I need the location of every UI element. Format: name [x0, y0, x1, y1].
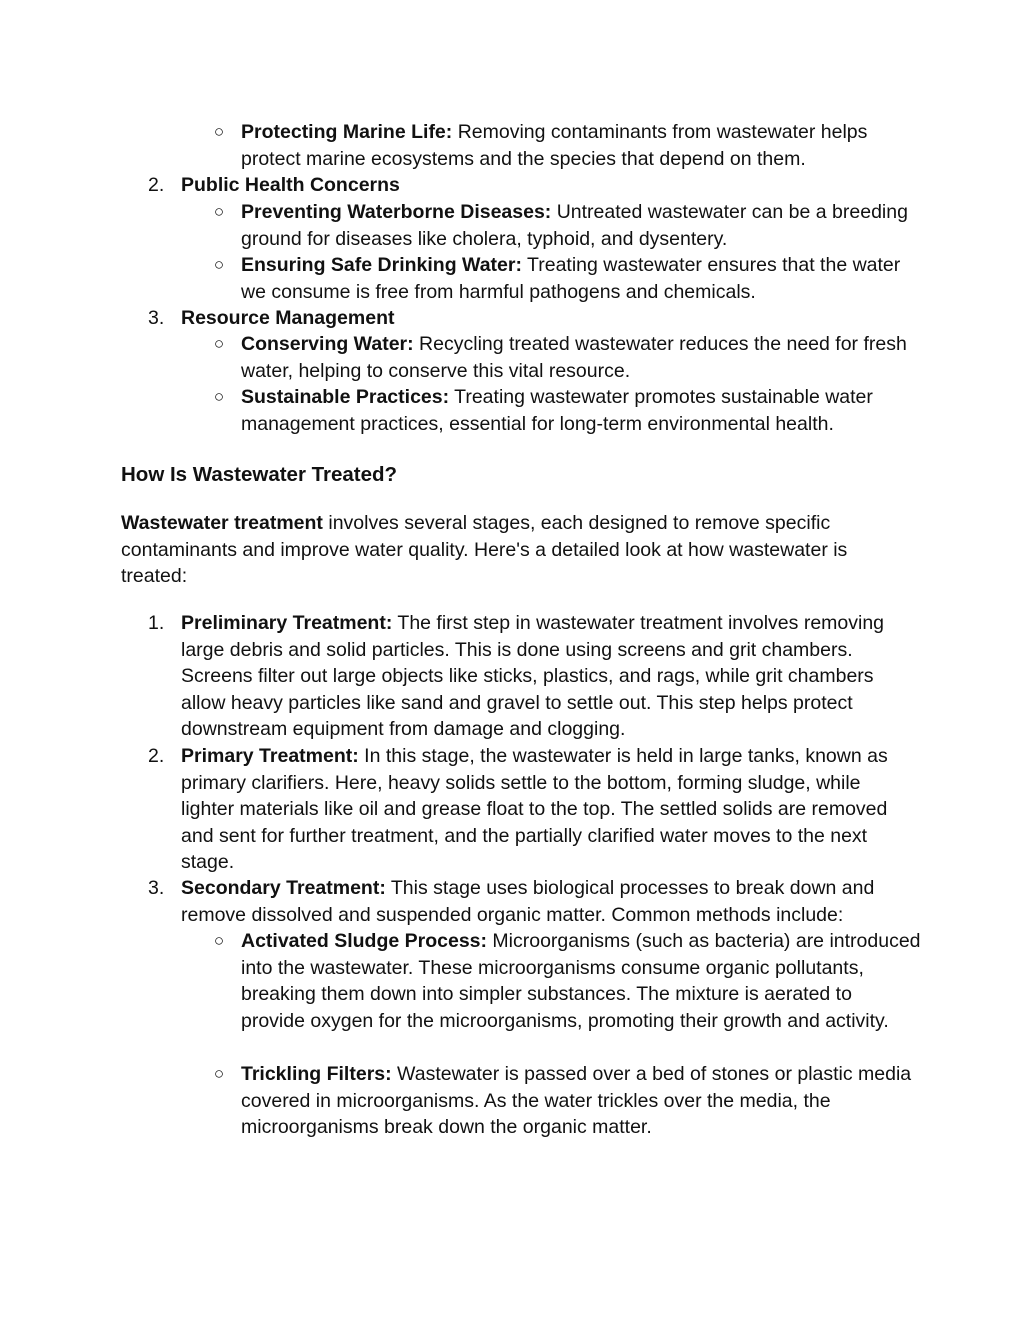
item-text: Recycling treated wastewater reduces the need for fresh water, helping to conserve this vital resource.	[241, 333, 907, 382]
list-item-trickling-filters	[213, 1061, 921, 1141]
hollow-bullet-icon: ○	[213, 931, 225, 950]
item-text: Microorganisms (such as bacteria) are introduced into the wastewater. These microorganisms consume organic pollutants, breaking them down into simpler substances. The mixture is aerated to provide oxygen for the microorganisms, promoting their growth and activity.	[241, 930, 921, 1032]
step-preliminary-treatment	[148, 610, 911, 743]
item-text: Treating wastewater ensures that the water we consume is free from harmful pathogens and chemicals.	[241, 254, 901, 303]
term-label: Protecting Marine Life:	[241, 121, 453, 143]
item-text: Wastewater is passed over a bed of stones or plastic media covered in microorganisms. As the water trickles over the media, the microorganisms break down the organic matter.	[241, 1063, 912, 1139]
term-label: Secondary Treatment:	[181, 877, 386, 899]
term-label: Conserving Water:	[241, 333, 414, 355]
list-item-protecting-marine-life	[213, 119, 921, 172]
hollow-bullet-icon: ○	[213, 202, 225, 221]
hollow-bullet-icon: ○	[213, 1064, 225, 1083]
hollow-bullet-icon: ○	[213, 122, 225, 141]
list-number: 2.	[148, 174, 165, 196]
list-item-resource-management	[148, 305, 911, 332]
item-text: This stage uses biological processes to break down and remove dissolved and suspended organic matter. Common methods include:	[181, 877, 875, 926]
term-label: Sustainable Practices:	[241, 386, 450, 408]
list-number: 3.	[148, 877, 165, 899]
list-item-preventing-waterborne-diseases	[213, 199, 921, 252]
step-secondary-treatment	[148, 875, 911, 928]
list-number: 3.	[148, 307, 165, 329]
item-text: The first step in wastewater treatment involves removing large debris and solid particles. This is done using screens and grit chambers. Screens filter out large objects like sticks, plastics, and rags, while grit chambers allow heavy particles like sand and gravel to settle out. This step helps protect downstream equipment from damage and clogging.	[181, 612, 885, 741]
list-number: 2.	[148, 745, 165, 767]
item-title: Resource Management	[181, 307, 395, 329]
intro-text: involves several stages, each designed to remove specific contaminants and improve water quality. Here's a detailed look at how wastewater is treated:	[121, 512, 848, 588]
item-title: Public Health Concerns	[181, 174, 400, 196]
term-label: Ensuring Safe Drinking Water:	[241, 254, 522, 276]
section-heading: How Is Wastewater Treated?	[121, 463, 398, 486]
list-item-public-health-concerns	[148, 172, 911, 199]
item-text: Untreated wastewater can be a breeding ground for diseases like cholera, typhoid, and dysentery.	[241, 201, 908, 250]
term-label: Preventing Waterborne Diseases:	[241, 201, 552, 223]
list-item-activated-sludge-process	[213, 928, 921, 1034]
step-primary-treatment	[148, 743, 911, 876]
list-number: 1.	[148, 612, 165, 634]
term-label: Trickling Filters:	[241, 1063, 392, 1085]
hollow-bullet-icon: ○	[213, 387, 225, 406]
term-label: Activated Sludge Process:	[241, 930, 487, 952]
item-text: Treating wastewater promotes sustainable water management practices, essential for long-term environmental health.	[241, 386, 873, 435]
item-text: Removing contaminants from wastewater helps protect marine ecosystems and the species that depend on them.	[241, 121, 868, 170]
list-item-conserving-water	[213, 331, 921, 384]
term-label: Preliminary Treatment:	[181, 612, 393, 634]
intro-term: Wastewater treatment	[121, 512, 323, 534]
list-item-ensuring-safe-drinking-water	[213, 252, 921, 305]
intro-paragraph	[121, 510, 911, 590]
term-label: Primary Treatment:	[181, 745, 359, 767]
hollow-bullet-icon: ○	[213, 334, 225, 353]
item-text: In this stage, the wastewater is held in large tanks, known as primary clarifiers. Here, heavy solids settle to the bottom, forming sludge, while lighter materials like oil and grease float to the top. The settled solids are removed and sent for further treatment, and the partially clarified water moves to the next stage.	[181, 745, 888, 874]
hollow-bullet-icon: ○	[213, 255, 225, 274]
list-item-sustainable-practices	[213, 384, 921, 437]
